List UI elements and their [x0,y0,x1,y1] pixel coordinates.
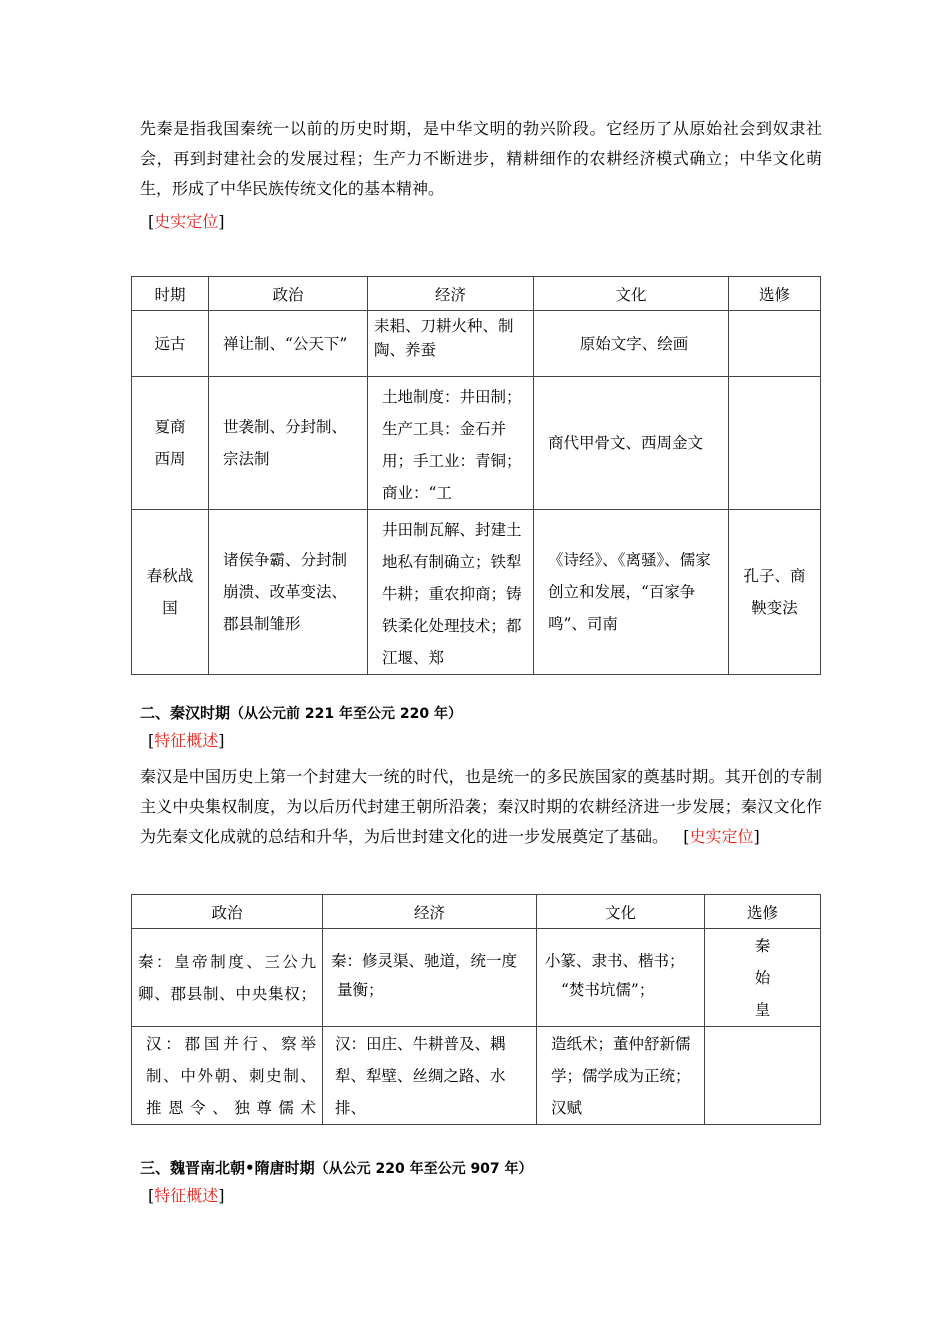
cell-politics: 诸侯争霸、分封制崩溃、改革变法、郡县制雏形 [209,510,368,675]
table-row [132,1027,821,1125]
header-period: 时期 [132,277,209,311]
cell-elective [729,311,821,377]
intro-tag: [史实定位] [148,212,225,231]
cell-culture: 《诗经》、《离骚》、儒家创立和发展，“百家争鸣”、司南 [534,510,729,675]
section2-tag: [特征概述] [148,731,225,750]
cell-economy: 井田制瓦解、封建土地私有制确立；铁犁牛耕；重农抑商；铸铁柔化处理技术；都江堰、郑 [368,510,534,675]
section-heading-weijin: 三、魏晋南北朝•隋唐时期（从公元 220 年至公元 907 年） [140,1159,533,1177]
cell-period: 远古 [132,311,209,377]
tag-label-tezheng: 特征概述 [154,731,219,750]
cell-politics: 世袭制、分封制、宗法制 [209,377,368,510]
intro-paragraph: 先秦是指我国秦统一以前的历史时期，是中华文明的勃兴阶段。它经历了从原始社会到奴隶社会，再到封建社会的发展过程；生产力不断进步，精耕细作的农耕经济模式确立；中华文化萌生，形成了中华民族传统文化的基本精神。 [140,119,822,198]
header-economy: 经济 [368,277,534,311]
cell-elective [705,1027,821,1125]
header-culture: 文化 [537,895,705,929]
table-header-row [132,895,821,929]
header-politics: 政治 [132,895,323,929]
header-elective: 选修 [729,277,821,311]
header-culture: 文化 [534,277,729,311]
cell-economy: 秦：修灵渠、驰道，统一度 量衡； [323,929,537,1027]
cell-economy: 土地制度：井田制；生产工具：金石并用；手工业：青铜；商业：“工 [368,377,534,510]
table-row [132,311,821,377]
cell-culture: 小篆、隶书、楷书； “焚书坑儒”； [537,929,705,1027]
cell-economy: 耒耜、刀耕火种、制 陶、养蚕 [368,311,534,377]
cell-elective: 秦 始 皇 [705,929,821,1027]
table-row [132,929,821,1027]
header-economy: 经济 [323,895,537,929]
cell-culture: 商代甲骨文、西周金文 [534,377,729,510]
cell-culture: 造纸术；董仲舒新儒学；儒学成为正统；汉赋 [537,1027,705,1125]
section2-paragraph: 秦汉是中国历史上第一个封建大一统的时代，也是统一的多民族国家的奠基时期。其开创的专制主义中央集权制度，为以后历代封建王朝所沿袭；秦汉时期的农耕经济进一步发展；秦汉文化作为先秦文化成就的总结和升华，为后世封建文化的进一步发展奠定了基础。 [史实定位] [140,767,822,846]
tag-label-shishi: 史实定位 [689,827,754,846]
cell-politics: 禅让制、“公天下” [209,311,368,377]
tag-label-shishi: 史实定位 [154,212,219,231]
cell-politics: 汉：郡国并行、察举制、中外朝、刺史制、推恩令、独尊儒术 [132,1027,323,1125]
header-elective: 选修 [705,895,821,929]
cell-period: 夏商 西周 [132,377,209,510]
cell-economy: 汉：田庄、牛耕普及、耦犁、犁壁、丝绸之路、水排、 [323,1027,537,1125]
xianqin-table [131,276,821,675]
tag-label-tezheng: 特征概述 [154,1186,219,1205]
cell-elective [729,377,821,510]
qinhan-table [131,894,821,1125]
table-header-row [132,277,821,311]
cell-politics: 秦：皇帝制度、三公九卿、郡县制、中央集权； [132,929,323,1027]
section-heading-qinhan: 二、秦汉时期（从公元前 221 年至公元 220 年） [140,704,462,722]
table-row [132,510,821,675]
cell-elective: 孔子、商鞅变法 [729,510,821,675]
cell-period: 春秋战 国 [132,510,209,675]
section3-tag: [特征概述] [148,1186,225,1205]
header-politics: 政治 [209,277,368,311]
cell-culture: 原始文字、绘画 [534,311,729,377]
table-row [132,377,821,510]
